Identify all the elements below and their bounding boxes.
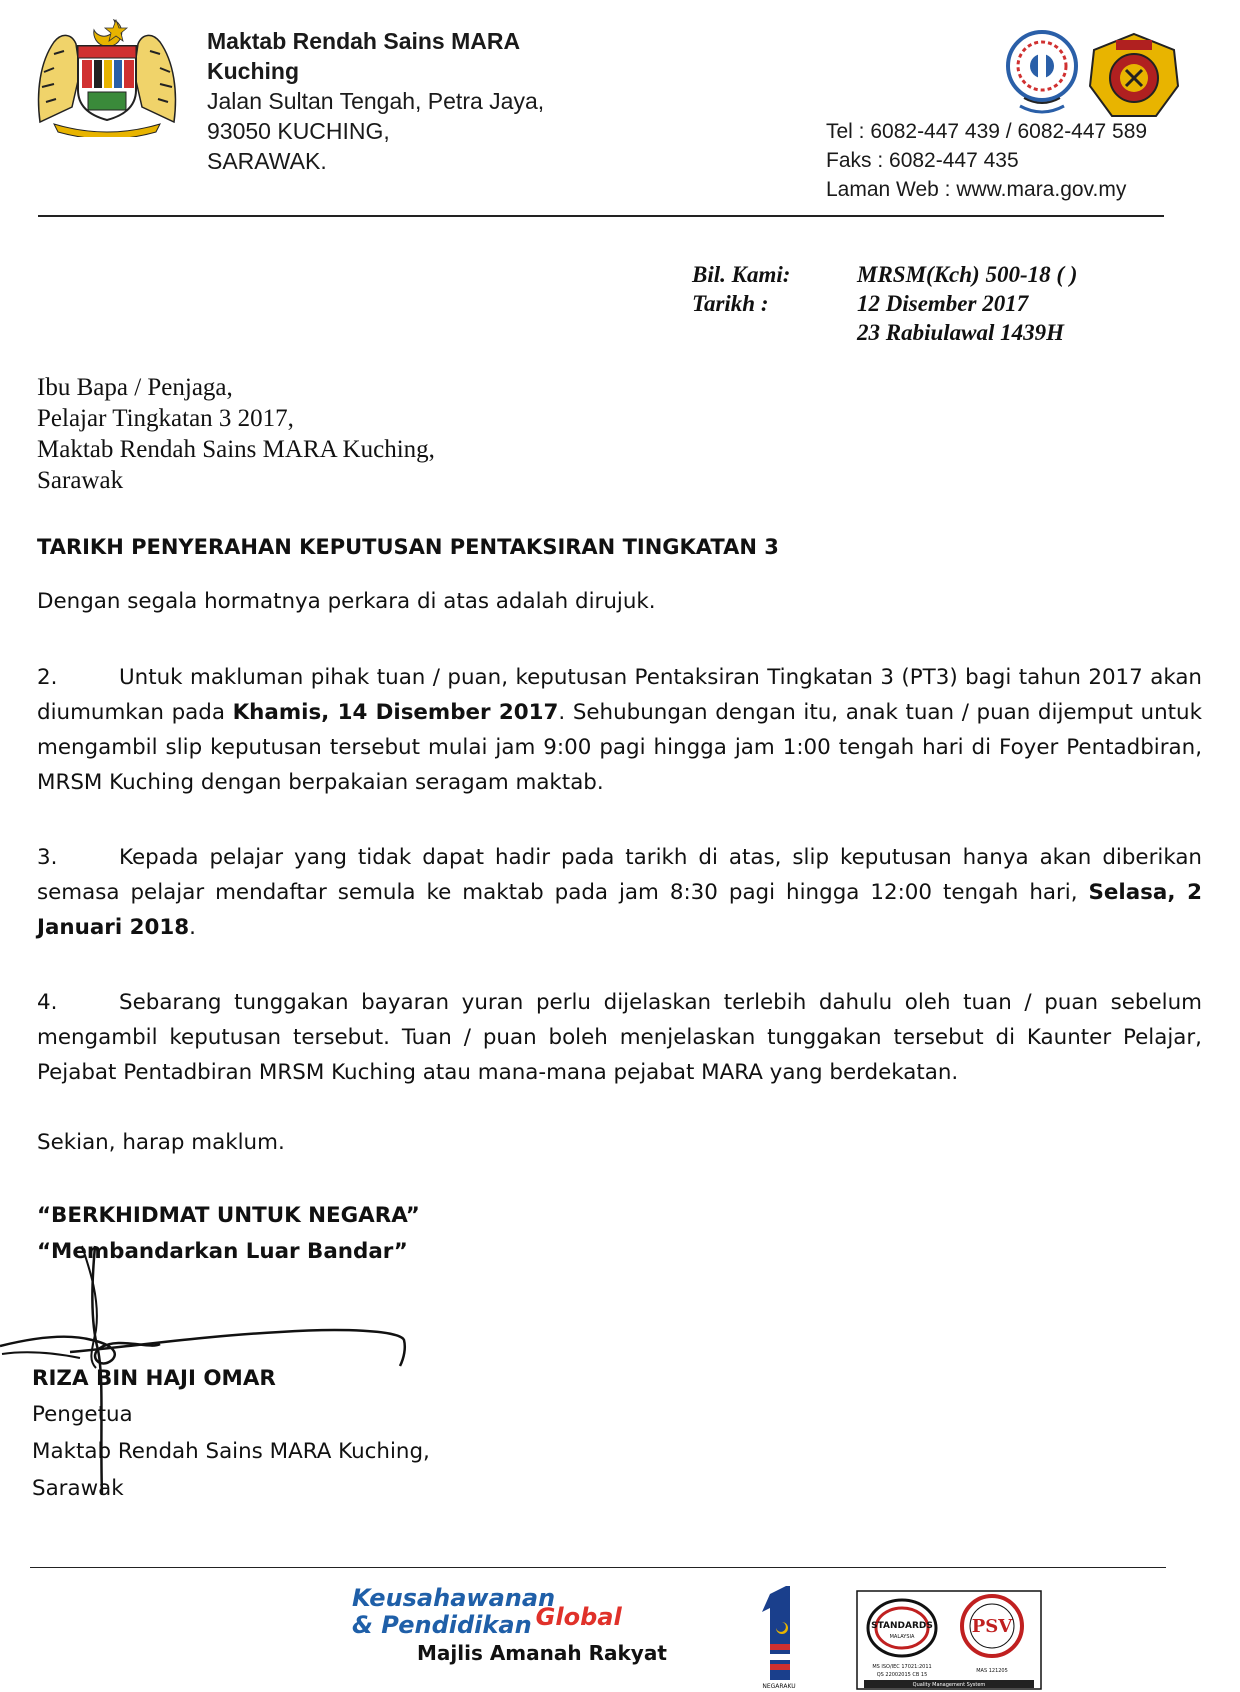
paragraph-number: 2. <box>37 665 58 690</box>
letter-date: 12 Disember 2017 <box>857 291 1029 316</box>
one-logo-label: NEGARAKU <box>762 1683 796 1690</box>
closing-line: Sekian, harap maklum. <box>37 1130 285 1155</box>
org-name-line-1: Maktab Rendah Sains MARA <box>207 28 521 54</box>
signer-title: Pengetua <box>32 1402 133 1427</box>
tagline-line-1: Keusahawanan <box>352 1584 556 1612</box>
contact-block <box>826 117 1147 204</box>
paragraph-number: 4. <box>37 990 58 1015</box>
ref-number: MRSM(Kch) 500-18 ( ) <box>857 262 1078 287</box>
paragraph-text: . <box>189 915 196 940</box>
recipient-block <box>37 372 435 496</box>
one-malaysia-logo <box>756 1584 802 1690</box>
header-divider <box>38 215 1164 217</box>
address-line-2: 93050 KUCHING, <box>207 118 390 144</box>
recipient-line-2: Pelajar Tingkatan 3 2017, <box>37 405 294 432</box>
date-label: Tarikh : <box>692 291 769 316</box>
cert-line-4: Quality Management System <box>912 1682 986 1688</box>
paragraph-3 <box>37 840 1202 945</box>
letter-subject: TARIKH PENYERAHAN KEPUTUSAN PENTAKSIRAN TINGKATAN 3 <box>37 535 779 559</box>
standards-sub-label: MALAYSIA <box>889 1634 915 1640</box>
signer-state: Sarawak <box>32 1476 124 1501</box>
paragraph-text: Kepada pelajar yang tidak dapat hadir pada tarikh di atas, slip keputusan hanya akan diberikan semasa pelajar mendaftar semula ke maktab pada jam 8:30 pagi hingga 12:00 tengah hari, <box>37 845 1202 905</box>
address-line-3: SARAWAK. <box>207 148 327 174</box>
cert-line-3: MAS 121205 <box>976 1668 1008 1674</box>
opening-line: Dengan segala hormatnya perkara di atas adalah dirujuk. <box>37 589 656 614</box>
telephone-numbers: Tel : 6082-447 439 / 6082-447 589 <box>826 120 1148 143</box>
certification-logos <box>856 1590 1042 1690</box>
school-badge-logo <box>1000 28 1084 116</box>
paragraph-2 <box>37 660 1202 800</box>
website-link[interactable]: Laman Web : www.mara.gov.my <box>826 178 1127 201</box>
paragraph-text: Sebarang tunggakan bayaran yuran perlu dijelaskan terlebih dahulu oleh tuan / puan sebelum mengambil keputusan tersebut. Tuan / puan boleh menjelaskan tunggakan tersebut di Kaunter Pelajar, Pejabat Pentadbiran MRSM Kuching atau mana-mana pejabat MARA yang berdekatan. <box>37 990 1202 1085</box>
cert-line-1: MS ISO/IEC 17021:2011 <box>872 1664 932 1670</box>
announcement-date: Khamis, 14 Disember 2017 <box>232 700 559 725</box>
cert-line-2: QS 22002015 CB 15 <box>876 1672 928 1678</box>
hijri-date: 23 Rabiulawal 1439H <box>857 320 1065 345</box>
address-line-1: Jalan Sultan Tengah, Petra Jaya, <box>207 88 545 114</box>
signer-organization: Maktab Rendah Sains MARA Kuching, <box>32 1439 430 1464</box>
recipient-line-1: Ibu Bapa / Penjaga, <box>37 374 233 401</box>
mara-name: Majlis Amanah Rakyat <box>417 1641 667 1665</box>
paragraph-text: . Sehubungan dengan itu, anak tuan / puan dijemput untuk mengambil slip keputusan tersebut mulai jam 9:00 pagi hingga jam 1:00 tengah hari di Foyer Pentadbiran, MRSM Kuching dengan berpakaian seragam maktab. <box>37 700 1202 795</box>
mara-badge-logo <box>1086 30 1182 126</box>
paragraph-4 <box>37 985 1202 1090</box>
paragraph-text: Untuk makluman pihak tuan / puan, keputusan Pentaksiran Tingkatan 3 (PT3) bagi tahun 2017 akan diumumkan pada <box>37 665 1202 725</box>
reregistration-date: Selasa, 2 Januari 2018 <box>37 880 1202 940</box>
org-name-line-2: Kuching <box>207 58 299 84</box>
recipient-line-4: Sarawak <box>37 467 124 494</box>
standards-label: STANDARDS <box>871 1621 933 1631</box>
fax-number: Faks : 6082-447 435 <box>826 149 1019 172</box>
coat-of-arms-logo <box>32 12 182 137</box>
motto-line-2: “Membandarkan Luar Bandar” <box>37 1239 408 1264</box>
tagline-line-2: & Pendidikan <box>352 1611 532 1639</box>
paragraph-number: 3. <box>37 845 58 870</box>
tagline-global: Global <box>535 1603 622 1631</box>
recipient-line-3: Maktab Rendah Sains MARA Kuching, <box>37 436 435 463</box>
motto-line-1: “BERKHIDMAT UNTUK NEGARA” <box>37 1203 420 1228</box>
tagline-logo <box>352 1585 622 1639</box>
school-address-block <box>207 26 544 176</box>
psv-label: PSV <box>971 1616 1013 1637</box>
footer-divider <box>30 1567 1166 1568</box>
signer-name: RIZA BIN HAJI OMAR <box>32 1366 276 1391</box>
ref-label: Bil. Kami: <box>692 262 791 287</box>
